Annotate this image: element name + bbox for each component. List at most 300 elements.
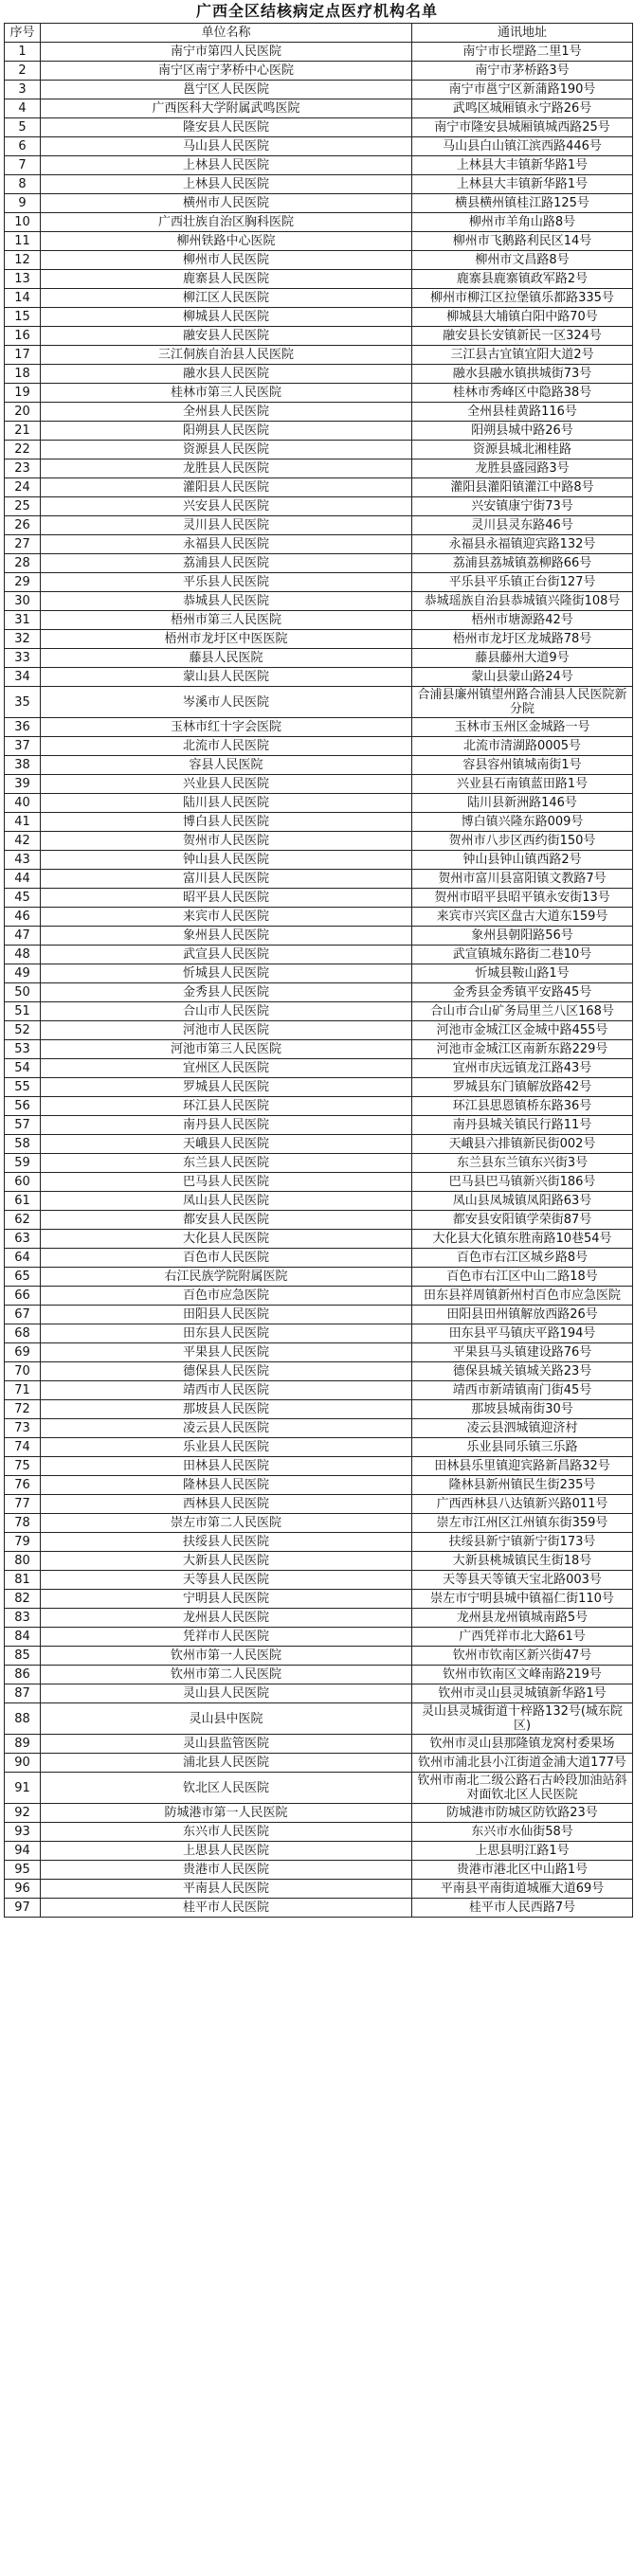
- mailing-address-cell: 平乐县平乐镇正台街127号: [412, 573, 633, 592]
- table-row: [5, 794, 633, 813]
- institution-name-cell: 三江侗族自治县人民医院: [41, 346, 412, 365]
- row-index-cell: 25: [5, 497, 41, 516]
- mailing-address-cell: 贵港市港北区中山路1号: [412, 1861, 633, 1880]
- mailing-address-cell: 广西西林县八达镇新兴路011号: [412, 1495, 633, 1514]
- table-row: [5, 497, 633, 516]
- row-index-cell: 40: [5, 794, 41, 813]
- row-index-cell: 42: [5, 832, 41, 851]
- institution-name-cell: 宜州区人民医院: [41, 1059, 412, 1078]
- mailing-address-cell: 凤山县凤城镇凤阳路63号: [412, 1192, 633, 1211]
- row-index-cell: 33: [5, 649, 41, 668]
- mailing-address-cell: 马山县白山镇江滨西路446号: [412, 137, 633, 156]
- institution-name-cell: 兴业县人民医院: [41, 775, 412, 794]
- mailing-address-cell: 柳州市柳江区拉堡镇乐都路335号: [412, 289, 633, 308]
- table-row: [5, 1400, 633, 1419]
- mailing-address-cell: 兴业县石南镇蓝田路1号: [412, 775, 633, 794]
- institution-name-cell: 隆林县人民医院: [41, 1476, 412, 1495]
- institution-name-cell: 南丹县人民医院: [41, 1116, 412, 1135]
- table-row: [5, 908, 633, 927]
- institution-name-cell: 钦州市第一人民医院: [41, 1647, 412, 1666]
- table-row: [5, 851, 633, 870]
- mailing-address-cell: 大化县大化镇东胜南路10巷54号: [412, 1230, 633, 1249]
- table-row: [5, 1754, 633, 1773]
- table-row: [5, 775, 633, 794]
- mailing-address-cell: 合浦县廉州镇望州路合浦县人民医院新分院: [412, 687, 633, 718]
- mailing-address-cell: 河池市金城江区南新东路229号: [412, 1040, 633, 1059]
- row-index-cell: 89: [5, 1735, 41, 1754]
- table-row: [5, 1880, 633, 1899]
- row-index-cell: 46: [5, 908, 41, 927]
- institution-name-cell: 罗城县人民医院: [41, 1078, 412, 1097]
- institution-name-cell: 柳州铁路中心医院: [41, 232, 412, 251]
- mailing-address-cell: 藤县藤州大道9号: [412, 649, 633, 668]
- institution-name-cell: 资源县人民医院: [41, 441, 412, 459]
- institution-name-cell: 凌云县人民医院: [41, 1419, 412, 1438]
- table-row: [5, 308, 633, 327]
- institution-name-cell: 广西壮族自治区胸科医院: [41, 213, 412, 232]
- table-row: [5, 516, 633, 535]
- mailing-address-cell: 柳州市文昌路8号: [412, 251, 633, 270]
- row-index-cell: 26: [5, 516, 41, 535]
- institution-name-cell: 防城港市第一人民医院: [41, 1804, 412, 1823]
- table-row: [5, 535, 633, 554]
- mailing-address-cell: 贺州市富川县富阳镇文教路7号: [412, 870, 633, 889]
- row-index-cell: 32: [5, 630, 41, 649]
- institution-name-cell: 钦北区人民医院: [41, 1773, 412, 1804]
- mailing-address-cell: 钦州市南北二级公路石古岭段加油站斜对面钦北区人民医院: [412, 1773, 633, 1804]
- row-index-cell: 81: [5, 1571, 41, 1590]
- mailing-address-cell: 广西凭祥市北大路61号: [412, 1628, 633, 1647]
- row-index-cell: 67: [5, 1306, 41, 1324]
- institution-name-cell: 来宾市人民医院: [41, 908, 412, 927]
- row-index-cell: 17: [5, 346, 41, 365]
- institution-name-cell: 巴马县人民医院: [41, 1173, 412, 1192]
- institution-name-cell: 灌阳县人民医院: [41, 478, 412, 497]
- institution-name-cell: 扶绥县人民医院: [41, 1533, 412, 1552]
- institution-name-cell: 兴安县人民医院: [41, 497, 412, 516]
- table-row: [5, 422, 633, 441]
- hospital-table: [4, 23, 633, 1918]
- mailing-address-cell: 博白镇兴隆东路009号: [412, 813, 633, 832]
- row-index-cell: 50: [5, 983, 41, 1002]
- table-row: [5, 573, 633, 592]
- mailing-address-cell: 武宣镇城东路街二巷10号: [412, 946, 633, 964]
- institution-name-cell: 南宁区南宁茅桥中心医院: [41, 62, 412, 81]
- row-index-cell: 86: [5, 1666, 41, 1684]
- institution-name-cell: 钦州市第二人民医院: [41, 1666, 412, 1684]
- table-row: [5, 1097, 633, 1116]
- row-index-cell: 84: [5, 1628, 41, 1647]
- table-row: [5, 1609, 633, 1628]
- mailing-address-cell: 钦州市钦南区文峰南路219号: [412, 1666, 633, 1684]
- mailing-address-cell: 靖西市新靖镇南门街45号: [412, 1381, 633, 1400]
- row-index-cell: 90: [5, 1754, 41, 1773]
- table-row: [5, 137, 633, 156]
- row-index-cell: 21: [5, 422, 41, 441]
- row-index-cell: 59: [5, 1154, 41, 1173]
- institution-name-cell: 大化县人民医院: [41, 1230, 412, 1249]
- institution-name-cell: 邕宁区人民医院: [41, 81, 412, 99]
- row-index-cell: 68: [5, 1324, 41, 1343]
- mailing-address-cell: 阳朔县城中路26号: [412, 422, 633, 441]
- row-index-cell: 5: [5, 118, 41, 137]
- mailing-address-cell: 宜州市庆远镇龙江路43号: [412, 1059, 633, 1078]
- institution-name-cell: 容县人民医院: [41, 756, 412, 775]
- institution-name-cell: 东兰县人民医院: [41, 1154, 412, 1173]
- institution-name-cell: 天等县人民医院: [41, 1571, 412, 1590]
- institution-name-cell: 南宁市第四人民医院: [41, 43, 412, 62]
- institution-name-cell: 田阳县人民医院: [41, 1306, 412, 1324]
- row-index-cell: 71: [5, 1381, 41, 1400]
- row-index-cell: 78: [5, 1514, 41, 1533]
- institution-name-cell: 平果县人民医院: [41, 1343, 412, 1362]
- institution-name-cell: 都安县人民医院: [41, 1211, 412, 1230]
- table-row: [5, 964, 633, 983]
- institution-name-cell: 北流市人民医院: [41, 737, 412, 756]
- table-row: [5, 81, 633, 99]
- document-title: 广西全区结核病定点医疗机构名单: [195, 2, 438, 20]
- table-row: [5, 1628, 633, 1647]
- mailing-address-cell: 柳州市飞鹅路利民区14号: [412, 232, 633, 251]
- institution-name-cell: 金秀县人民医院: [41, 983, 412, 1002]
- table-row: [5, 737, 633, 756]
- table-row: [5, 118, 633, 137]
- row-index-cell: 49: [5, 964, 41, 983]
- mailing-address-cell: 陆川县新洲路146号: [412, 794, 633, 813]
- institution-name-cell: 德保县人民医院: [41, 1362, 412, 1381]
- mailing-address-cell: 都安县安阳镇学荣街87号: [412, 1211, 633, 1230]
- mailing-address-cell: 田东县祥周镇新州村百色市应急医院: [412, 1287, 633, 1306]
- table-row: [5, 1590, 633, 1609]
- institution-name-cell: 钟山县人民医院: [41, 851, 412, 870]
- row-index-cell: 61: [5, 1192, 41, 1211]
- mailing-address-cell: 隆林县新州镇民生街235号: [412, 1476, 633, 1495]
- row-index-cell: 94: [5, 1842, 41, 1861]
- table-row: [5, 687, 633, 718]
- row-index-cell: 62: [5, 1211, 41, 1230]
- mailing-address-cell: 上思县明江路1号: [412, 1842, 633, 1861]
- institution-name-cell: 龙胜县人民医院: [41, 459, 412, 478]
- institution-name-cell: 隆安县人民医院: [41, 118, 412, 137]
- mailing-address-cell: 东兰县东兰镇东兴街3号: [412, 1154, 633, 1173]
- institution-name-cell: 桂平市人民医院: [41, 1899, 412, 1918]
- row-index-cell: 8: [5, 175, 41, 194]
- mailing-address-cell: 罗城县东门镇解放路42号: [412, 1078, 633, 1097]
- table-row: [5, 1343, 633, 1362]
- institution-name-cell: 宁明县人民医院: [41, 1590, 412, 1609]
- institution-name-cell: 武宣县人民医院: [41, 946, 412, 964]
- row-index-cell: 76: [5, 1476, 41, 1495]
- institution-name-cell: 凭祥市人民医院: [41, 1628, 412, 1647]
- mailing-address-cell: 龙胜县盛园路3号: [412, 459, 633, 478]
- table-row: [5, 1173, 633, 1192]
- row-index-cell: 74: [5, 1438, 41, 1457]
- table-body: [5, 43, 633, 1918]
- table-row: [5, 611, 633, 630]
- mailing-address-cell: 南宁市邕宁区新蒲路190号: [412, 81, 633, 99]
- table-row: [5, 1899, 633, 1918]
- institution-name-cell: 永福县人民医院: [41, 535, 412, 554]
- institution-name-cell: 桂林市第三人民医院: [41, 384, 412, 403]
- table-row: [5, 1116, 633, 1135]
- mailing-address-cell: 崇左市宁明县城中镇福仁街110号: [412, 1590, 633, 1609]
- table-row: [5, 1804, 633, 1823]
- row-index-cell: 3: [5, 81, 41, 99]
- mailing-address-cell: 梧州市龙圩区龙城路78号: [412, 630, 633, 649]
- table-row: [5, 1842, 633, 1861]
- table-row: [5, 756, 633, 775]
- mailing-address-cell: 钦州市灵山县灵城镇新华路1号: [412, 1684, 633, 1703]
- institution-name-cell: 藤县人民医院: [41, 649, 412, 668]
- row-index-cell: 37: [5, 737, 41, 756]
- row-index-cell: 9: [5, 194, 41, 213]
- row-index-cell: 16: [5, 327, 41, 346]
- row-index-cell: 93: [5, 1823, 41, 1842]
- mailing-address-cell: 三江县古宜镇宜阳大道2号: [412, 346, 633, 365]
- mailing-address-cell: 武鸣区城厢镇永宁路26号: [412, 99, 633, 118]
- row-index-cell: 88: [5, 1703, 41, 1735]
- row-index-cell: 69: [5, 1343, 41, 1362]
- table-row: [5, 1457, 633, 1476]
- mailing-address-cell: 南丹县城关镇民行路11号: [412, 1116, 633, 1135]
- table-row: [5, 62, 633, 81]
- mailing-address-cell: 南宁市茅桥路3号: [412, 62, 633, 81]
- row-index-cell: 91: [5, 1773, 41, 1804]
- row-index-cell: 24: [5, 478, 41, 497]
- table-row: [5, 213, 633, 232]
- row-index-cell: 52: [5, 1021, 41, 1040]
- institution-name-cell: 灵山县人民医院: [41, 1684, 412, 1703]
- mailing-address-cell: 兴安镇康宁街73号: [412, 497, 633, 516]
- table-row: [5, 983, 633, 1002]
- table-row: [5, 668, 633, 687]
- row-index-cell: 41: [5, 813, 41, 832]
- table-row: [5, 1647, 633, 1666]
- row-index-cell: 12: [5, 251, 41, 270]
- mailing-address-cell: 河池市金城江区金城中路455号: [412, 1021, 633, 1040]
- table-row: [5, 175, 633, 194]
- row-index-cell: 35: [5, 687, 41, 718]
- mailing-address-cell: 天峨县六排镇新民街002号: [412, 1135, 633, 1154]
- row-index-cell: 51: [5, 1002, 41, 1021]
- row-index-cell: 56: [5, 1097, 41, 1116]
- mailing-address-cell: 钟山县钟山镇西路2号: [412, 851, 633, 870]
- row-index-cell: 58: [5, 1135, 41, 1154]
- mailing-address-cell: 来宾市兴宾区盘古大道东159号: [412, 908, 633, 927]
- table-row: [5, 946, 633, 964]
- table-row: [5, 1135, 633, 1154]
- institution-name-cell: 融水县人民医院: [41, 365, 412, 384]
- row-index-cell: 95: [5, 1861, 41, 1880]
- institution-name-cell: 上林县人民医院: [41, 175, 412, 194]
- institution-name-cell: 贺州市人民医院: [41, 832, 412, 851]
- mailing-address-cell: 灌阳县灌阳镇灌江中路8号: [412, 478, 633, 497]
- mailing-address-cell: 田东县平马镇庆平路194号: [412, 1324, 633, 1343]
- mailing-address-cell: 大新县桃城镇民生街18号: [412, 1552, 633, 1571]
- row-index-cell: 92: [5, 1804, 41, 1823]
- table-row: [5, 1823, 633, 1842]
- row-index-cell: 1: [5, 43, 41, 62]
- institution-name-cell: 富川县人民医院: [41, 870, 412, 889]
- institution-name-cell: 那坡县人民医院: [41, 1400, 412, 1419]
- row-index-cell: 2: [5, 62, 41, 81]
- row-index-cell: 22: [5, 441, 41, 459]
- mailing-address-cell: 玉林市玉州区金城路一号: [412, 718, 633, 737]
- table-row: [5, 889, 633, 908]
- institution-name-cell: 大新县人民医院: [41, 1552, 412, 1571]
- row-index-cell: 20: [5, 403, 41, 422]
- table-row: [5, 1703, 633, 1735]
- mailing-address-cell: 百色市右江区城乡路8号: [412, 1249, 633, 1268]
- institution-name-cell: 鹿寨县人民医院: [41, 270, 412, 289]
- table-row: [5, 1021, 633, 1040]
- mailing-address-cell: 德保县城关镇城关路23号: [412, 1362, 633, 1381]
- row-index-cell: 27: [5, 535, 41, 554]
- row-index-cell: 31: [5, 611, 41, 630]
- table-row: [5, 832, 633, 851]
- institution-name-cell: 岑溪市人民医院: [41, 687, 412, 718]
- table-row: [5, 718, 633, 737]
- mailing-address-cell: 金秀县金秀镇平安路45号: [412, 983, 633, 1002]
- table-row: [5, 630, 633, 649]
- mailing-address-cell: 梧州市塘源路42号: [412, 611, 633, 630]
- row-index-cell: 6: [5, 137, 41, 156]
- mailing-address-cell: 那坡县城南街30号: [412, 1400, 633, 1419]
- institution-name-cell: 忻城县人民医院: [41, 964, 412, 983]
- row-index-cell: 30: [5, 592, 41, 611]
- institution-name-cell: 灵川县人民医院: [41, 516, 412, 535]
- row-index-cell: 28: [5, 554, 41, 573]
- institution-name-cell: 象州县人民医院: [41, 927, 412, 946]
- table-row: [5, 592, 633, 611]
- table-row: [5, 1306, 633, 1324]
- row-index-cell: 73: [5, 1419, 41, 1438]
- institution-name-cell: 右江民族学院附属医院: [41, 1268, 412, 1287]
- table-row: [5, 43, 633, 62]
- mailing-address-cell: 贺州市昭平县昭平镇永安街13号: [412, 889, 633, 908]
- table-row: [5, 194, 633, 213]
- mailing-address-cell: 灵川县灵东路46号: [412, 516, 633, 535]
- table-row: [5, 384, 633, 403]
- institution-name-cell: 博白县人民医院: [41, 813, 412, 832]
- table-row: [5, 251, 633, 270]
- row-index-cell: 14: [5, 289, 41, 308]
- institution-name-cell: 河池市人民医院: [41, 1021, 412, 1040]
- row-index-cell: 29: [5, 573, 41, 592]
- table-row: [5, 1287, 633, 1306]
- table-row: [5, 813, 633, 832]
- row-index-cell: 97: [5, 1899, 41, 1918]
- institution-name-cell: 环江县人民医院: [41, 1097, 412, 1116]
- row-index-cell: 53: [5, 1040, 41, 1059]
- mailing-address-cell: 象州县朝阳路56号: [412, 927, 633, 946]
- table-row: [5, 1268, 633, 1287]
- table-row: [5, 1002, 633, 1021]
- mailing-address-cell: 南宁市隆安县城厢镇城西路25号: [412, 118, 633, 137]
- row-index-cell: 23: [5, 459, 41, 478]
- mailing-address-cell: 扶绥县新宁镇新宁街173号: [412, 1533, 633, 1552]
- institution-name-cell: 浦北县人民医院: [41, 1754, 412, 1773]
- mailing-address-cell: 贺州市八步区西约街150号: [412, 832, 633, 851]
- row-index-cell: 36: [5, 718, 41, 737]
- row-index-cell: 57: [5, 1116, 41, 1135]
- row-index-cell: 63: [5, 1230, 41, 1249]
- table-row: [5, 1381, 633, 1400]
- mailing-address-cell: 乐业县同乐镇三乐路: [412, 1438, 633, 1457]
- institution-name-cell: 恭城县人民医院: [41, 592, 412, 611]
- table-row: [5, 365, 633, 384]
- institution-name-cell: 梧州市第三人民医院: [41, 611, 412, 630]
- institution-name-cell: 梧州市龙圩区中医医院: [41, 630, 412, 649]
- row-index-cell: 34: [5, 668, 41, 687]
- institution-name-cell: 贵港市人民医院: [41, 1861, 412, 1880]
- institution-name-cell: 百色市应急医院: [41, 1287, 412, 1306]
- row-index-cell: 96: [5, 1880, 41, 1899]
- mailing-address-cell: 容县容州镇城南街1号: [412, 756, 633, 775]
- mailing-address-cell: 田阳县田州镇解放西路26号: [412, 1306, 633, 1324]
- institution-name-cell: 柳江区人民医院: [41, 289, 412, 308]
- institution-name-cell: 田东县人民医院: [41, 1324, 412, 1343]
- mailing-address-cell: 上林县大丰镇新华路1号: [412, 175, 633, 194]
- table-row: [5, 346, 633, 365]
- table-row: [5, 1211, 633, 1230]
- row-index-cell: 55: [5, 1078, 41, 1097]
- table-row: [5, 441, 633, 459]
- mailing-address-cell: 巴马县巴马镇新兴街186号: [412, 1173, 633, 1192]
- table-row: [5, 99, 633, 118]
- table-row: [5, 1476, 633, 1495]
- institution-name-cell: 马山县人民医院: [41, 137, 412, 156]
- table-row: [5, 1419, 633, 1438]
- table-row: [5, 649, 633, 668]
- table-row: [5, 1861, 633, 1880]
- row-index-cell: 7: [5, 156, 41, 175]
- institution-name-cell: 横州市人民医院: [41, 194, 412, 213]
- institution-name-cell: 东兴市人民医院: [41, 1823, 412, 1842]
- mailing-address-cell: 防城港市防城区防钦路23号: [412, 1804, 633, 1823]
- column-header-index: 序号: [5, 24, 41, 43]
- mailing-address-cell: 北流市清湖路0005号: [412, 737, 633, 756]
- table-row: [5, 1230, 633, 1249]
- institution-name-cell: 柳城县人民医院: [41, 308, 412, 327]
- table-row: [5, 270, 633, 289]
- mailing-address-cell: 南宁市长堽路二里1号: [412, 43, 633, 62]
- institution-name-cell: 崇左市第二人民医院: [41, 1514, 412, 1533]
- mailing-address-cell: 东兴市水仙街58号: [412, 1823, 633, 1842]
- table-row: [5, 1059, 633, 1078]
- mailing-address-cell: 环江县思恩镇桥东路36号: [412, 1097, 633, 1116]
- institution-name-cell: 上思县人民医院: [41, 1842, 412, 1861]
- mailing-address-cell: 平南县平南街道城雁大道69号: [412, 1880, 633, 1899]
- mailing-address-cell: 钦州市浦北县小江街道金浦大道177号: [412, 1754, 633, 1773]
- row-index-cell: 79: [5, 1533, 41, 1552]
- row-index-cell: 64: [5, 1249, 41, 1268]
- mailing-address-cell: 鹿寨县鹿寨镇政军路2号: [412, 270, 633, 289]
- table-row: [5, 1438, 633, 1457]
- table-row: [5, 1154, 633, 1173]
- table-row: [5, 1249, 633, 1268]
- table-row: [5, 1773, 633, 1804]
- mailing-address-cell: 百色市右江区中山二路18号: [412, 1268, 633, 1287]
- mailing-address-cell: 上林县大丰镇新华路1号: [412, 156, 633, 175]
- table-row: [5, 232, 633, 251]
- row-index-cell: 19: [5, 384, 41, 403]
- row-index-cell: 87: [5, 1684, 41, 1703]
- institution-name-cell: 全州县人民医院: [41, 403, 412, 422]
- table-row: [5, 927, 633, 946]
- row-index-cell: 43: [5, 851, 41, 870]
- institution-name-cell: 阳朔县人民医院: [41, 422, 412, 441]
